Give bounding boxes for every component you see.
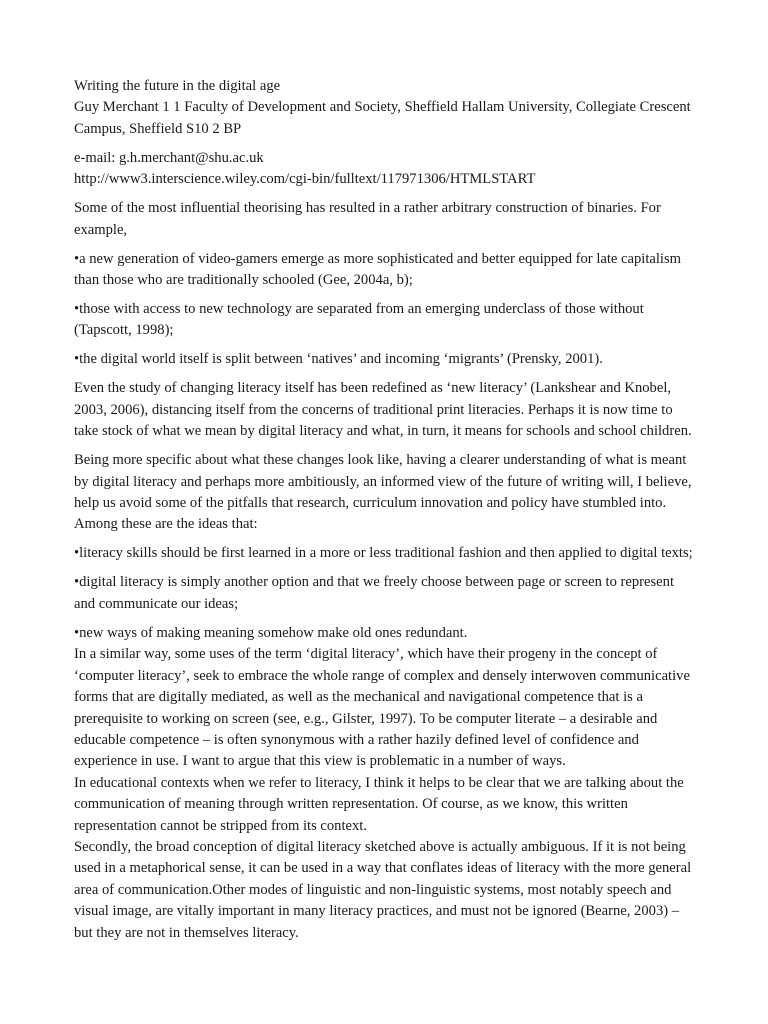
bullet-item: •those with access to new technology are separated from an emerging underclass of those without (Tapscott, 1998); (74, 301, 644, 339)
url-line: http://www3.interscience.wiley.com/cgi-bin/fulltext/117971306/HTMLSTART (74, 171, 536, 188)
paragraph: In a similar way, some uses of the term ‘digital literacy’, which have their progeny in the concept of ‘computer literacy’, seek to embrace the whole range of complex and densely interwoven communicative forms that are digitally mediated, as well as the mechanical and navigational competence that is a prerequisite to working on screen (see, e.g., Gilster, 1997). To be computer literate – a desirable and educable competence – is often synonymous with a rather hazily defined level of confidence and experience in use. I want to argue that this view is problematic in a number of ways. (74, 646, 690, 770)
author-affiliation: Guy Merchant 1 1 Faculty of Development and Society, Sheffield Hallam University, Collegiate Crescent Campus, Sheffield S10 2 BP (74, 99, 691, 137)
paragraph: In educational contexts when we refer to literacy, I think it helps to be clear that we are talking about the communication of meaning through written representation. Of course, as we know, this written representation cannot be stripped from its context. (74, 774, 684, 834)
bullet-item: •a new generation of video-gamers emerge as more sophisticated and better equipped for late capitalism than those who are traditionally schooled (Gee, 2004a, b); (74, 250, 682, 289)
paragraph: Even the study of changing literacy itself has been redefined as ‘new literacy’ (Lankshear and Knobel, 2003, 2006), distancing itself from the concerns of traditional print literacies. Perhaps it is now time to take stock of what we mean by digital literacy and what, in turn, it means for schools and school children. (74, 380, 692, 440)
email-line: e-mail: g.h.merchant@shu.ac.uk (74, 149, 264, 166)
paragraph: Being more specific about what these changes look like, having a clearer understanding of what is meant by digital literacy and perhaps more ambitiously, an informed view of the future of writing will, I believe, help us avoid some of the pitfalls that research, curriculum innovation and policy have stumbled into. Among these are the ideas that: (74, 452, 692, 533)
bullet-item: •digital literacy is simply another option and that we freely choose between page or screen to represent and communicate our ideas; (74, 574, 674, 612)
paragraph-intro: Some of the most influential theorising has resulted in a rather arbitrary construction of binaries. For example, (74, 200, 661, 238)
bullet-item: •new ways of making meaning somehow make old ones redundant. (74, 624, 468, 641)
bullet-item: •the digital world itself is split between ‘natives’ and incoming ‘migrants’ (Prensky, 2001). (74, 351, 603, 368)
document-title: Writing the future in the digital age (74, 78, 281, 94)
paragraph: Secondly, the broad conception of digital literacy sketched above is actually ambiguous. If it is not being used in a metaphorical sense, it can be used in a way that conflates ideas of literacy with the more general area of communication.Other modes of linguistic and non-linguistic systems, most notably speech and visual image, are vitally important in many literacy practices, and must not be ignored (Bearne, 2003) – but they are not in themselves literacy. (74, 838, 692, 941)
bullet-item: •literacy skills should be first learned in a more or less traditional fashion and then applied to digital texts; (74, 545, 693, 562)
document-page (74, 76, 698, 944)
